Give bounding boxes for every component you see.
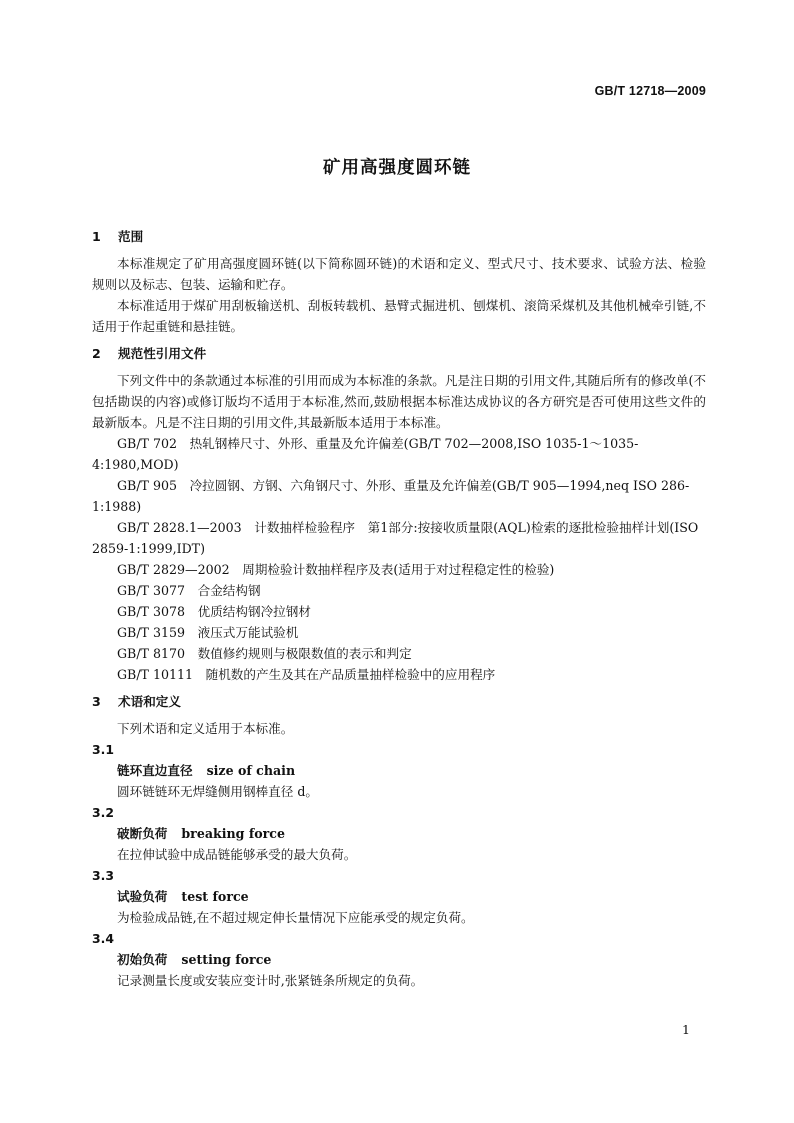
term-name	[92, 760, 706, 781]
section-title: 范围	[118, 229, 144, 244]
page-number: 1	[682, 1022, 690, 1037]
document-title: 矿用高强度圆环链	[323, 158, 471, 178]
term-cn: 初始负荷	[117, 952, 168, 967]
section-number: 2	[92, 346, 101, 361]
section-heading-scope	[92, 226, 706, 247]
reference-item: GB/T 2828.1—2003 计数抽样检验程序 第1部分:按接收质量限(AQL)检索的逐批检验抽样计划(ISO 2859-1:1999,IDT)	[92, 520, 699, 556]
reference-item: GB/T 3078 优质结构钢冷拉钢材	[117, 604, 311, 619]
reference-item: GB/T 905 冷拉圆钢、方钢、六角钢尺寸、外形、重量及允许偏差(GB/T 905—1994,neq ISO 286-1:1988)	[92, 478, 690, 514]
section-number: 1	[92, 229, 101, 244]
document-body	[92, 226, 706, 991]
term-name	[92, 823, 706, 844]
paragraph: 下列术语和定义适用于本标准。	[117, 721, 294, 736]
term-number: 3.2	[92, 805, 114, 820]
term-en: setting force	[181, 952, 272, 967]
reference-item: GB/T 3159 液压式万能试验机	[117, 625, 299, 640]
section-heading-terms-definitions	[92, 691, 706, 712]
term-en: breaking force	[181, 826, 285, 841]
term-definition: 在拉伸试验中成品链能够承受的最大负荷。	[117, 847, 357, 862]
term-number: 3.4	[92, 931, 114, 946]
term-name	[92, 886, 706, 907]
section-title: 术语和定义	[118, 694, 181, 709]
term-cn: 试验负荷	[117, 889, 168, 904]
reference-item: GB/T 10111 随机数的产生及其在产品质量抽样检验中的应用程序	[117, 667, 496, 682]
section-title: 规范性引用文件	[118, 346, 207, 361]
term-name	[92, 949, 706, 970]
term-cn: 链环直边直径	[117, 763, 193, 778]
term-definition: 记录测量长度或安装应变计时,张紧链条所规定的负荷。	[117, 973, 424, 988]
term-definition: 为检验成品链,在不超过规定伸长量情况下应能承受的规定负荷。	[117, 910, 474, 925]
reference-item: GB/T 8170 数值修约规则与极限数值的表示和判定	[117, 646, 412, 661]
term-en: size of chain	[206, 763, 296, 778]
standard-code: GB/T 12718—2009	[594, 84, 706, 98]
term-number: 3.3	[92, 868, 114, 883]
paragraph: 本标准规定了矿用高强度圆环链(以下简称圆环链)的术语和定义、型式尺寸、技术要求、试验方法、检验规则以及标志、包装、运输和贮存。	[92, 256, 706, 292]
paragraph: 本标准适用于煤矿用刮板输送机、刮板转载机、悬臂式掘进机、刨煤机、滚筒采煤机及其他机械牵引链,不适用于作起重链和悬挂链。	[92, 298, 706, 334]
reference-item: GB/T 2829—2002 周期检验计数抽样程序及表(适用于对过程稳定性的检验)	[117, 562, 555, 577]
reference-item: GB/T 3077 合金结构钢	[117, 583, 261, 598]
term-definition: 圆环链链环无焊缝侧用钢棒直径 d。	[117, 784, 318, 799]
section-heading-normative-references	[92, 343, 706, 364]
term-number: 3.1	[92, 742, 114, 757]
reference-item: GB/T 702 热轧钢棒尺寸、外形、重量及允许偏差(GB/T 702—2008,ISO 1035-1～1035-4:1980,MOD)	[92, 436, 639, 472]
term-en: test force	[181, 889, 249, 904]
paragraph: 下列文件中的条款通过本标准的引用而成为本标准的条款。凡是注日期的引用文件,其随后所有的修改单(不包括勘误的内容)或修订版均不适用于本标准,然而,鼓励根据本标准达成协议的各方研究是否可使用这些文件的最新版本。凡是不注日期的引用文件,其最新版本适用于本标准。	[92, 373, 706, 430]
term-cn: 破断负荷	[117, 826, 168, 841]
section-number: 3	[92, 694, 101, 709]
